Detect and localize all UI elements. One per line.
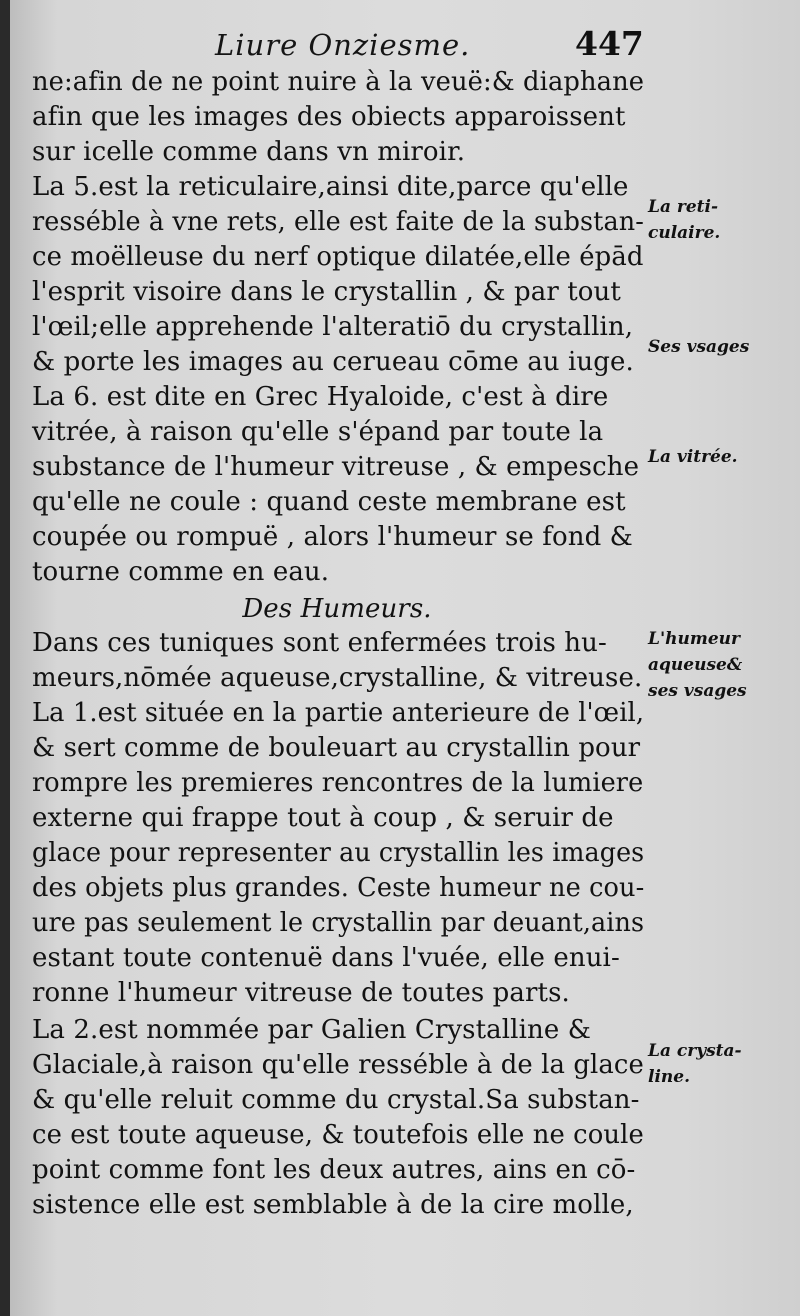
- text-line: l'esprit visoire dans le crystallin , & par tout: [32, 277, 621, 307]
- text-line: des objets plus grandes. Ceste humeur ne cou-: [32, 873, 645, 903]
- text-line: ronne l'humeur vitreuse de toutes parts.: [32, 978, 570, 1008]
- book-page: [10, 0, 800, 1316]
- margin-note: culaire.: [648, 223, 721, 243]
- text-line: l'œil;elle apprehende l'alteratiō du crystallin,: [32, 312, 634, 342]
- text-line: point comme font les deux autres, ains en cō-: [32, 1155, 636, 1185]
- margin-note: aqueuse&: [648, 655, 743, 675]
- text-line: qu'elle ne coule : quand ceste membrane est: [32, 487, 626, 517]
- text-line: afin que les images des obiects apparoissent: [32, 102, 626, 132]
- text-line: ure pas seulement le crystallin par deuant,ains: [32, 908, 645, 938]
- text-line: externe qui frappe tout à coup , & seruir de: [32, 803, 614, 833]
- text-line: & qu'elle reluit comme du crystal.Sa substan-: [32, 1085, 640, 1115]
- margin-note: L'humeur: [648, 629, 740, 649]
- text-line: & porte les images au cerueau cōme au iuge.: [32, 347, 634, 377]
- text-line: ce moëlleuse du nerf optique dilatée,elle épād: [32, 242, 644, 272]
- text-line: substance de l'humeur vitreuse , & empesche: [32, 452, 640, 482]
- text-line: sur icelle comme dans vn miroir.: [32, 137, 466, 167]
- text-line: vitrée, à raison qu'elle s'épand par toute la: [32, 417, 604, 447]
- margin-note: La reti-: [648, 197, 719, 217]
- text-line: La 5.est la reticulaire,ainsi dite,parce qu'elle: [32, 172, 629, 202]
- margin-note: La vitrée.: [648, 447, 738, 467]
- text-line: La 1.est située en la partie anterieure de l'œil,: [32, 698, 645, 728]
- text-line: rompre les premieres rencontres de la lumiere: [32, 768, 644, 798]
- text-line: sistence elle est semblable à de la cire molle,: [32, 1190, 634, 1220]
- text-line: ne:afin de ne point nuire à la veuë:& diaphane: [32, 67, 645, 97]
- text-line: & sert comme de bouleuart au crystallin pour: [32, 733, 641, 763]
- text-line: glace pour representer au crystallin les images: [32, 838, 645, 868]
- running-title: Liure Onziesme.: [215, 28, 471, 62]
- text-line: La 2.est nommée par Galien Crystalline &: [32, 1015, 591, 1045]
- text-line: La 6. est dite en Grec Hyaloide, c'est à dire: [32, 382, 609, 412]
- margin-note: La crysta-: [648, 1041, 742, 1061]
- margin-note: line.: [648, 1067, 691, 1087]
- page-number: 447: [575, 24, 644, 63]
- text-line: tourne comme en eau.: [32, 557, 330, 587]
- text-line: Glaciale,à raison qu'elle resséble à de la glace: [32, 1050, 644, 1080]
- text-line: meurs,nōmée aqueuse,crystalline, & vitreuse.: [32, 663, 643, 693]
- text-line: ce est toute aqueuse, & toutefois elle ne coule: [32, 1120, 644, 1150]
- text-line: Dans ces tuniques sont enfermées trois hu-: [32, 628, 607, 658]
- margin-note: Ses vsages: [648, 337, 750, 357]
- margin-note: ses vsages: [648, 681, 747, 701]
- text-line: resséble à vne rets, elle est faite de la substan-: [32, 207, 644, 237]
- text-line: estant toute contenuë dans l'vuée, elle enui-: [32, 943, 620, 973]
- text-line: coupée ou rompuë , alors l'humeur se fond &: [32, 522, 633, 552]
- section-heading: Des Humeurs.: [242, 594, 432, 624]
